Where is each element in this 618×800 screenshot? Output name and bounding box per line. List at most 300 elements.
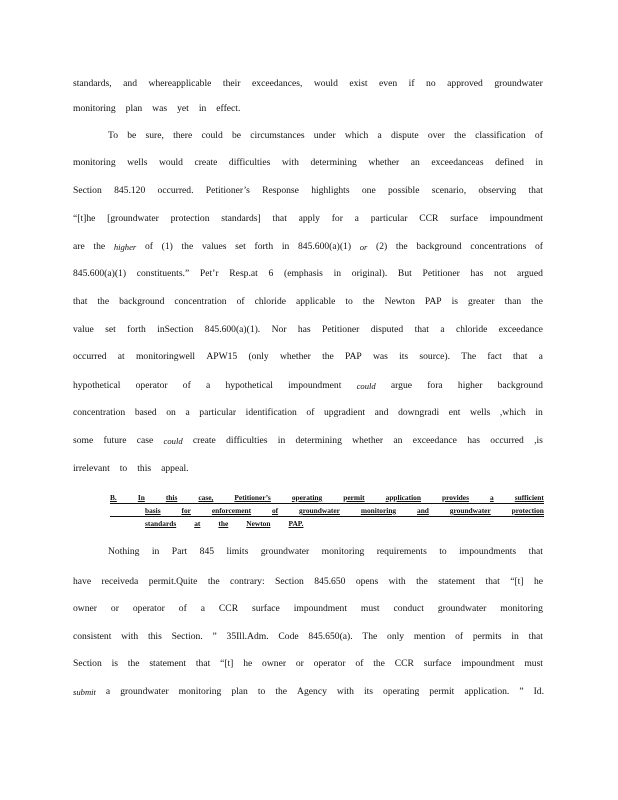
- word: monitoring: [500, 603, 543, 614]
- word: some: [73, 435, 94, 446]
- word: than: [504, 296, 522, 307]
- word: Code: [278, 631, 299, 642]
- word: in: [535, 407, 543, 418]
- word: over: [427, 130, 445, 141]
- word: could: [163, 436, 183, 446]
- word: could: [201, 130, 223, 141]
- word: in: [277, 435, 286, 446]
- word: 6: [268, 268, 274, 279]
- word: the: [207, 576, 220, 587]
- text-line: [73, 78, 543, 90]
- word: surface: [423, 658, 452, 669]
- word: submit: [73, 687, 96, 697]
- word: plan: [231, 686, 248, 697]
- word: to: [345, 296, 353, 307]
- text-line: [73, 268, 543, 280]
- word: that: [195, 658, 211, 669]
- text-line: [73, 103, 543, 115]
- word: standards,: [73, 78, 112, 89]
- text-line: [73, 603, 543, 615]
- word: an: [410, 157, 420, 168]
- word: sure,: [145, 130, 164, 141]
- heading-word: enforcement: [211, 506, 252, 515]
- word: in: [281, 241, 290, 252]
- word: of: [178, 603, 187, 614]
- word: concentrations: [470, 241, 527, 252]
- word: the: [181, 241, 194, 252]
- word: the: [373, 658, 385, 669]
- word: circumstances: [250, 130, 305, 141]
- word: of: [534, 130, 543, 141]
- word: identification: [245, 407, 297, 418]
- word: hypothetical: [225, 380, 273, 391]
- word: is: [111, 658, 118, 669]
- word: operating: [383, 686, 420, 697]
- word: background: [416, 241, 462, 252]
- word: owner: [262, 658, 287, 669]
- word: background: [497, 380, 543, 391]
- word: yet: [177, 103, 189, 114]
- word: 845.650(a).: [308, 631, 353, 642]
- word: that: [528, 631, 543, 642]
- word: that: [485, 576, 500, 587]
- word: with: [388, 576, 406, 587]
- word: possible: [388, 185, 420, 196]
- word: exceedance: [498, 324, 543, 335]
- word: ”: [212, 631, 217, 642]
- word: of: [355, 658, 364, 669]
- word: the: [395, 241, 408, 252]
- word: exceedanceas: [431, 157, 484, 168]
- word: that: [73, 296, 88, 307]
- heading-word: a: [489, 493, 494, 502]
- word: impoundment: [293, 603, 347, 614]
- word: source).: [419, 351, 451, 362]
- word: must: [360, 603, 380, 614]
- word: to: [257, 686, 266, 697]
- word: Id.: [533, 686, 544, 697]
- word: operator: [313, 658, 346, 669]
- word: the: [416, 576, 428, 587]
- word: that: [528, 185, 543, 196]
- word: limits: [226, 546, 249, 557]
- heading-word: basis: [145, 506, 161, 515]
- word: exceedances,: [252, 78, 303, 89]
- word: of: [144, 241, 153, 252]
- heading-word: operating: [291, 493, 323, 502]
- word: occurred: [73, 351, 107, 362]
- word: impoundment: [489, 213, 543, 224]
- word: application.: [464, 686, 510, 697]
- word: the: [322, 351, 334, 362]
- word: of: [455, 631, 464, 642]
- heading-line: [110, 493, 544, 502]
- word: mention: [413, 631, 446, 642]
- word: constituents.”: [136, 268, 190, 279]
- word: CCR: [218, 603, 239, 614]
- text-line: [108, 130, 543, 142]
- word: set: [105, 324, 116, 335]
- word: forth: [127, 324, 146, 335]
- word: impoundment: [461, 658, 515, 669]
- word: 845.600(a)(1): [298, 241, 352, 252]
- word: statement: [438, 576, 475, 587]
- word: groundwater: [260, 546, 310, 557]
- word: would: [313, 78, 338, 89]
- word: or: [110, 603, 119, 614]
- word: occurred: [490, 435, 524, 446]
- word: highlights: [311, 185, 350, 196]
- text-line: [73, 296, 543, 308]
- word: this: [147, 631, 162, 642]
- word: particular: [199, 407, 237, 418]
- word: could: [356, 381, 376, 391]
- word: not: [494, 268, 507, 279]
- word: permit: [429, 686, 455, 697]
- text-line: [73, 686, 543, 698]
- word: particular: [370, 213, 408, 224]
- word: groundwater: [494, 78, 543, 89]
- word: exceedance: [412, 435, 457, 446]
- word: the: [275, 686, 288, 697]
- word: be: [127, 130, 137, 141]
- word: groundwater: [437, 603, 487, 614]
- heading-rule-top: [110, 503, 544, 504]
- word: CCR: [419, 213, 439, 224]
- word: wells: [127, 157, 148, 168]
- word: must: [524, 658, 543, 669]
- word: exist: [349, 78, 368, 89]
- word: would: [158, 157, 183, 168]
- word: of: [236, 296, 245, 307]
- text-line: [73, 324, 543, 336]
- word: Section.: [171, 631, 203, 642]
- word: Petitioner’s: [205, 185, 250, 196]
- word: and: [374, 407, 389, 418]
- word: 845.120: [114, 185, 146, 196]
- word: operator: [135, 380, 168, 391]
- heading-word: sufficient: [514, 493, 544, 502]
- heading-word: this: [165, 493, 178, 502]
- word: Newton: [384, 296, 415, 307]
- heading-line: [145, 519, 321, 528]
- word: ent: [448, 407, 461, 418]
- word: 845.600(a)(1): [73, 268, 127, 279]
- word: even: [379, 78, 398, 89]
- word: Section: [275, 576, 304, 587]
- word: on: [166, 407, 176, 418]
- word: background: [119, 296, 165, 307]
- word: its: [363, 686, 374, 697]
- word: monitoringwell: [135, 351, 196, 362]
- text-line: [73, 631, 543, 643]
- word: greater: [468, 296, 495, 307]
- word: 845: [199, 546, 215, 557]
- word: create: [192, 435, 216, 446]
- text-line: [73, 576, 543, 588]
- text-line: [73, 658, 543, 670]
- word: a: [377, 130, 382, 141]
- word: original).: [351, 268, 388, 279]
- word: opens: [355, 576, 379, 587]
- word: (2): [376, 241, 388, 252]
- word: 845.650: [314, 576, 346, 587]
- heading-word: permit: [343, 493, 365, 502]
- word: receiveda: [101, 576, 139, 587]
- word: (only: [248, 351, 269, 362]
- word: 845.600(a)(1).: [204, 324, 261, 335]
- heading-word: groundwater: [299, 506, 340, 515]
- word: scenario,: [431, 185, 467, 196]
- word: The: [362, 631, 378, 642]
- word: groundwater: [120, 686, 169, 697]
- word: permits: [472, 631, 502, 642]
- word: future: [103, 435, 127, 446]
- word: in: [151, 546, 160, 557]
- word: effect.: [216, 103, 241, 114]
- word: downgradi: [398, 407, 440, 418]
- word: the: [93, 241, 106, 252]
- word: “[t]: [220, 658, 234, 669]
- word: standards]: [221, 213, 261, 224]
- word: defined: [495, 157, 524, 168]
- word: argued: [516, 268, 543, 279]
- word: a: [185, 407, 190, 418]
- word: plan: [125, 103, 143, 114]
- heading-line: [145, 506, 544, 515]
- word: with: [121, 631, 139, 642]
- word: apply: [298, 213, 320, 224]
- heading-word: the: [218, 519, 229, 528]
- word: fora: [427, 380, 443, 391]
- word: was: [372, 351, 388, 362]
- heading-word: Newton: [246, 519, 271, 528]
- word: ,is: [534, 435, 543, 446]
- word: surface: [252, 603, 280, 614]
- word: Petitioner: [422, 268, 460, 279]
- word: Pet’r: [199, 268, 219, 279]
- word: value: [73, 324, 94, 335]
- word: was: [152, 103, 168, 114]
- word: But: [397, 268, 412, 279]
- word: with: [336, 686, 354, 697]
- word: Section: [73, 658, 102, 669]
- word: set: [235, 241, 246, 252]
- word: that: [528, 546, 543, 557]
- word: PAP: [424, 296, 442, 307]
- word: to: [119, 463, 128, 474]
- word: fact: [487, 351, 502, 362]
- word: monitoring: [321, 546, 365, 557]
- word: To: [108, 130, 118, 141]
- text-line: [73, 435, 543, 447]
- word: Nothing: [108, 546, 140, 557]
- word: to: [439, 546, 447, 557]
- word: a: [538, 351, 543, 362]
- heading-word: B.: [110, 493, 117, 502]
- word: PAP: [345, 351, 362, 362]
- word: the: [362, 296, 375, 307]
- word: in: [198, 103, 207, 114]
- text-line: [73, 351, 543, 363]
- word: owner: [73, 603, 97, 614]
- word: chloride: [455, 324, 488, 335]
- word: of: [306, 407, 315, 418]
- word: operator: [132, 603, 165, 614]
- word: ,which: [499, 407, 526, 418]
- heading-word: case,: [198, 493, 214, 502]
- text-line: [73, 185, 543, 197]
- word: a: [206, 380, 211, 391]
- word: he: [243, 658, 253, 669]
- heading-word: standards: [145, 519, 177, 528]
- word: or: [359, 242, 368, 252]
- word: has: [470, 268, 484, 279]
- word: under: [313, 130, 336, 141]
- word: Agency: [297, 686, 327, 697]
- word: the: [531, 296, 543, 307]
- word: determining: [295, 435, 342, 446]
- word: The: [461, 351, 477, 362]
- word: argue: [390, 380, 413, 391]
- word: that: [513, 351, 528, 362]
- word: or: [295, 658, 304, 669]
- word: be: [231, 130, 242, 141]
- heading-word: In: [137, 493, 145, 502]
- word: impoundment: [288, 380, 342, 391]
- word: are: [73, 241, 85, 252]
- word: hypothetical: [73, 380, 121, 391]
- word: surface: [450, 213, 478, 224]
- word: [groundwater: [107, 213, 159, 224]
- word: is: [451, 296, 459, 307]
- word: difficulties: [228, 157, 271, 168]
- word: observing: [478, 185, 517, 196]
- word: has: [297, 324, 311, 335]
- heading-word: monitoring: [360, 506, 397, 515]
- text-line: [73, 463, 543, 475]
- word: permit.Quite: [148, 576, 198, 587]
- word: only: [387, 631, 405, 642]
- text-line: [108, 546, 543, 558]
- word: contrary:: [230, 576, 265, 587]
- word: he: [533, 576, 543, 587]
- word: whether: [279, 351, 311, 362]
- word: create: [194, 157, 218, 168]
- text-line: [73, 157, 543, 169]
- word: irrelevant: [73, 463, 110, 474]
- word: based: [134, 407, 157, 418]
- word: which: [344, 130, 369, 141]
- word: and: [123, 78, 138, 89]
- word: whether: [352, 435, 384, 446]
- word: concentration: [174, 296, 227, 307]
- word: a: [354, 213, 359, 224]
- word: has: [467, 435, 480, 446]
- word: requirements: [376, 546, 427, 557]
- word: chloride: [254, 296, 286, 307]
- word: “[t]he: [73, 213, 96, 224]
- word: this: [137, 463, 152, 474]
- word: concentration: [73, 407, 126, 418]
- word: (emphasis: [284, 268, 323, 279]
- word: 35Ill.Adm.: [226, 631, 269, 642]
- word: monitoring: [73, 103, 116, 114]
- word: monitoring: [73, 157, 116, 168]
- heading-word: PAP.: [288, 519, 304, 528]
- word: values: [201, 241, 227, 252]
- word: an: [393, 435, 403, 446]
- heading-word: protection: [511, 506, 544, 515]
- text-line: [73, 380, 543, 392]
- heading-word: and: [417, 506, 429, 515]
- word: there: [173, 130, 193, 141]
- text-line: [73, 213, 543, 225]
- word: Petitioner: [322, 324, 360, 335]
- heading-word: provides: [441, 493, 469, 502]
- word: no: [426, 78, 436, 89]
- word: approved: [447, 78, 483, 89]
- word: for: [331, 213, 343, 224]
- word: have: [73, 576, 92, 587]
- word: ”: [519, 686, 524, 697]
- word: inSection: [157, 324, 194, 335]
- heading-word: Petitioner’s: [234, 493, 271, 502]
- word: Response: [262, 185, 299, 196]
- heading-word: groundwater: [449, 506, 491, 515]
- word: protection: [170, 213, 210, 224]
- word: their: [222, 78, 241, 89]
- word: at: [117, 351, 125, 362]
- word: applicable: [295, 296, 336, 307]
- word: conduct: [393, 603, 424, 614]
- heading-rule-bottom: [110, 516, 544, 517]
- word: Section: [73, 185, 102, 196]
- word: of: [534, 241, 543, 252]
- word: Part: [171, 546, 188, 557]
- text-line: [73, 407, 543, 419]
- word: CCR: [394, 658, 414, 669]
- heading-word: at: [194, 519, 201, 528]
- word: case: [136, 435, 154, 446]
- heading-word: of: [271, 506, 279, 515]
- word: of: [182, 380, 191, 391]
- word: the: [97, 296, 110, 307]
- word: occurred.: [157, 185, 194, 196]
- word: whether: [368, 157, 400, 168]
- word: in: [511, 631, 519, 642]
- word: that: [414, 324, 429, 335]
- word: (1): [161, 241, 173, 252]
- word: classification: [475, 130, 526, 141]
- word: forth: [254, 241, 274, 252]
- word: a: [200, 603, 205, 614]
- word: if: [408, 78, 415, 89]
- word: Resp.at: [229, 268, 258, 279]
- word: higher: [457, 380, 483, 391]
- word: determining: [310, 157, 357, 168]
- word: one: [361, 185, 376, 196]
- word: disputed: [370, 324, 404, 335]
- word: “[t]: [510, 576, 524, 587]
- word: the: [127, 658, 140, 669]
- word: APW15: [206, 351, 238, 362]
- word: dispute: [390, 130, 419, 141]
- word: impoundments: [459, 546, 517, 557]
- word: difficulties: [226, 435, 268, 446]
- word: in: [535, 157, 543, 168]
- word: in: [333, 268, 342, 279]
